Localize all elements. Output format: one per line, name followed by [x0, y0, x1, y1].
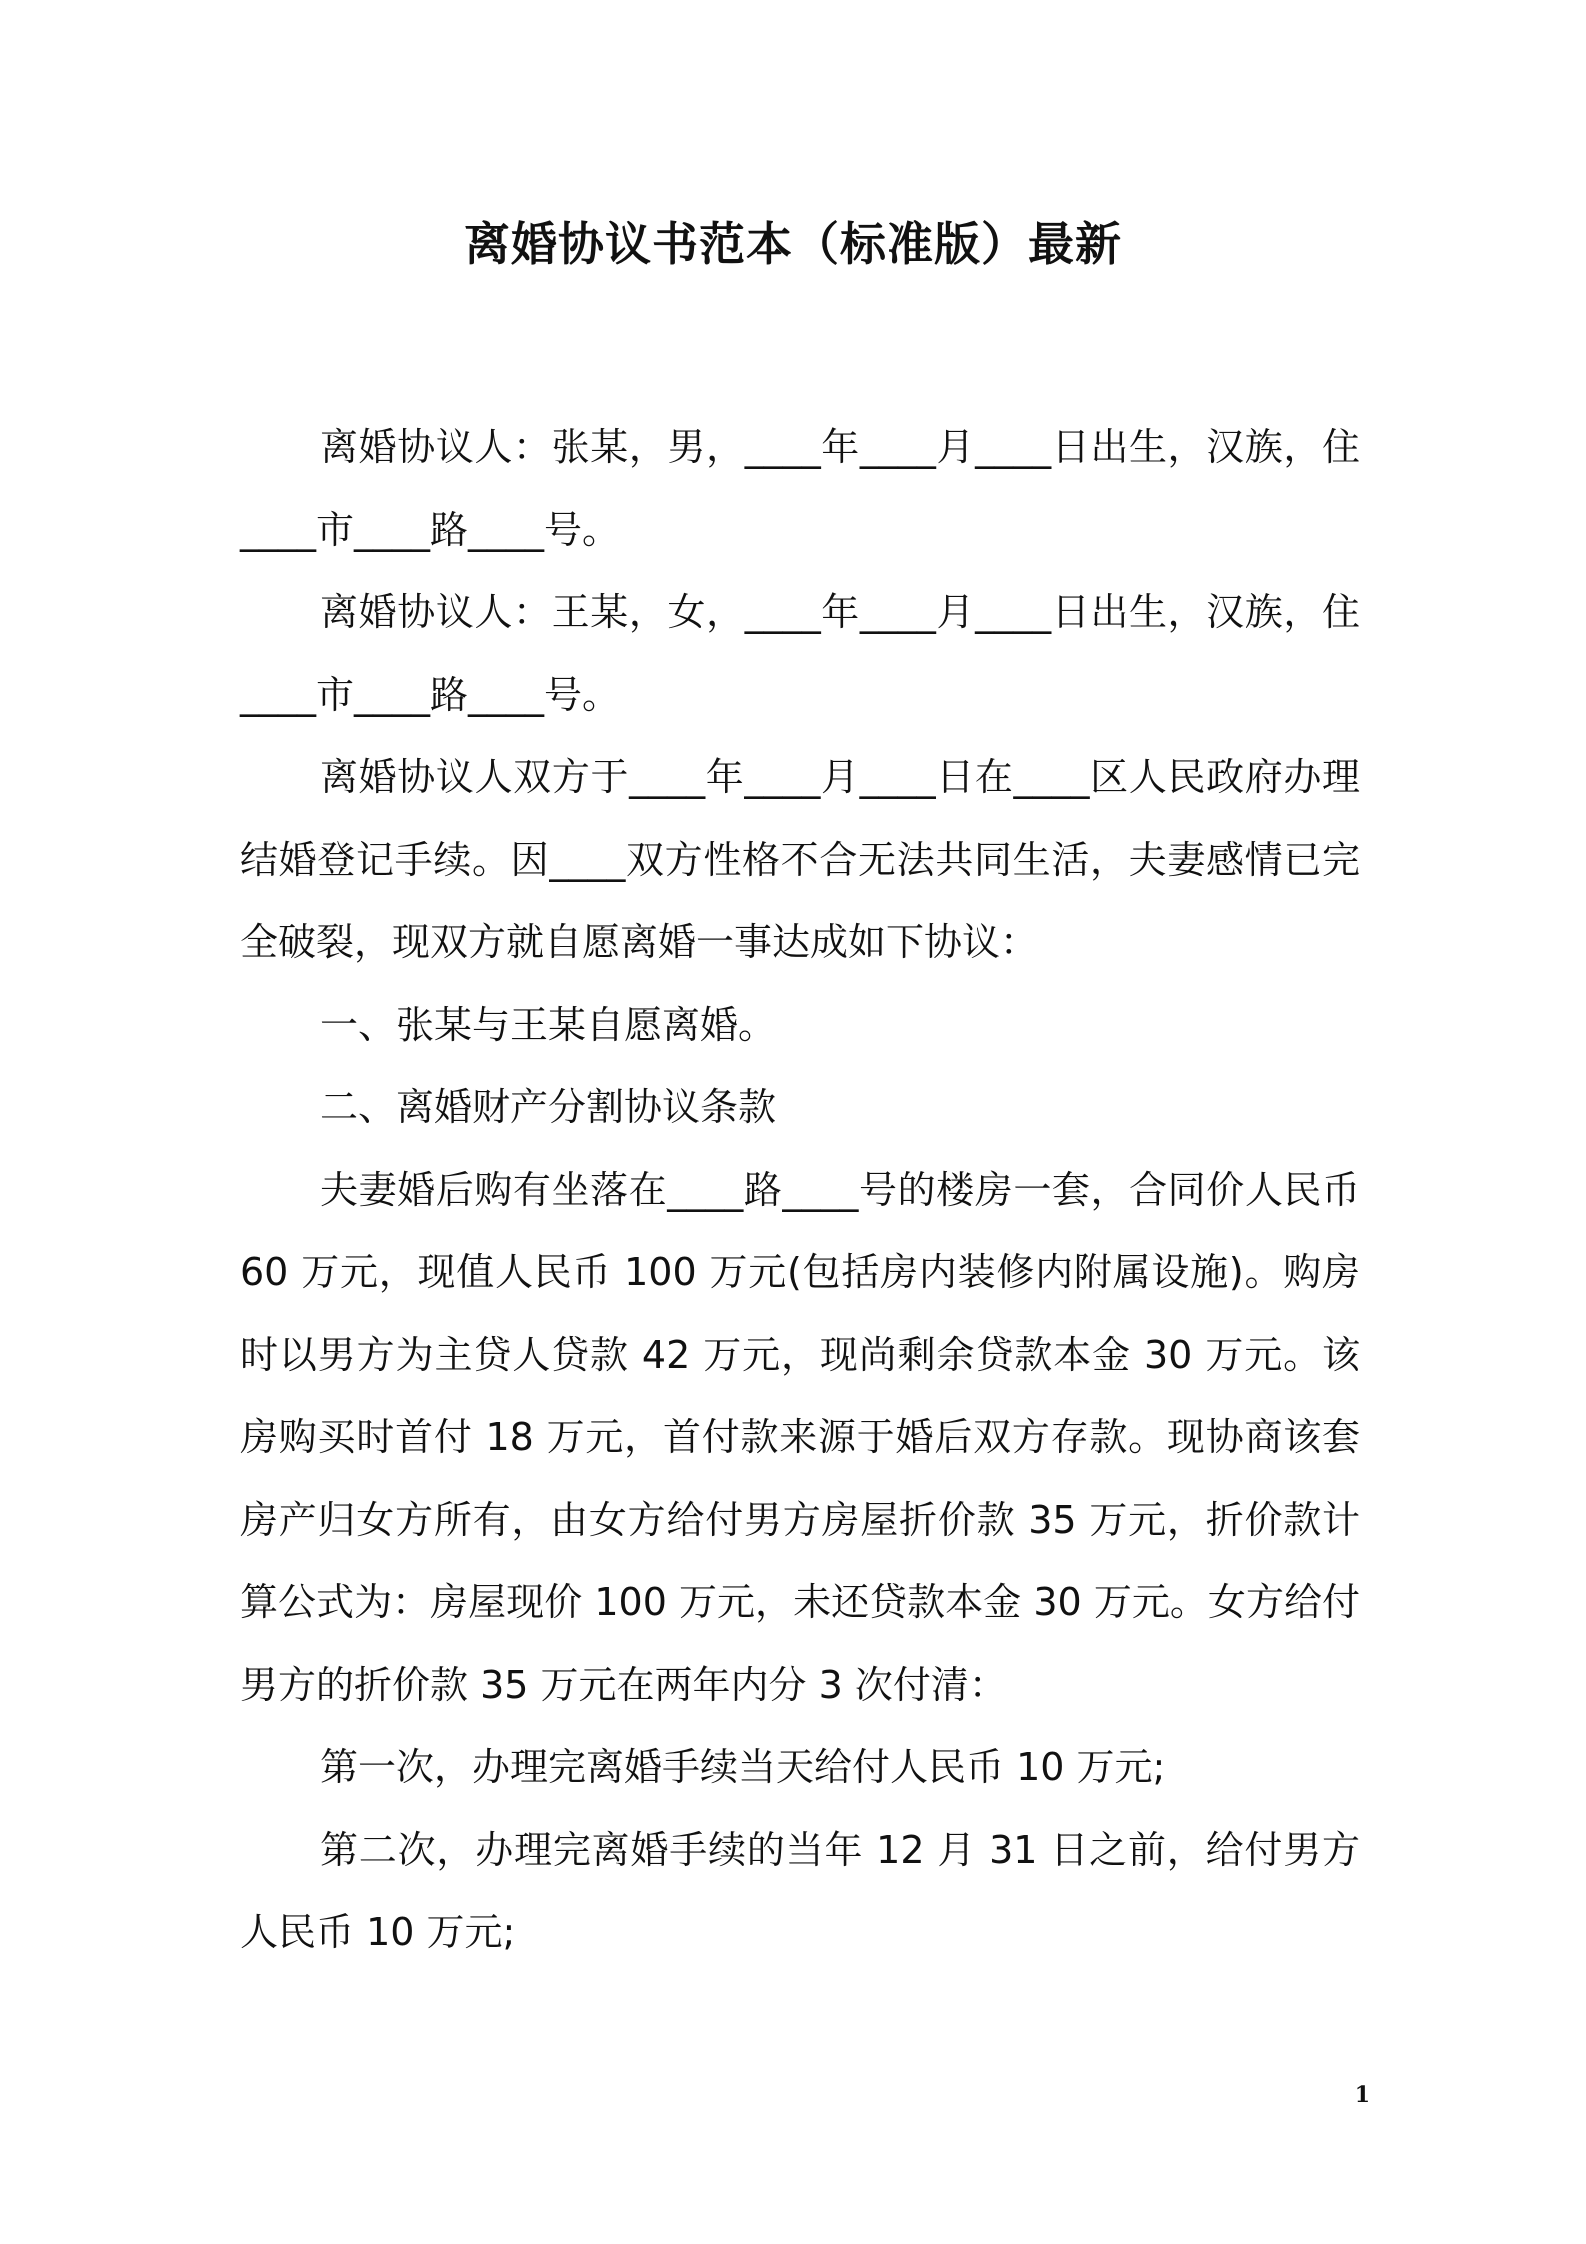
paragraph-payment-first: 第一次，办理完离婚手续当天给付人民币 10 万元;: [320, 1745, 1166, 1789]
document-body: [240, 406, 1373, 1974]
paragraph-property-details: 夫妻婚后购有坐落在____路____号的楼房一套，合同价人民币 60 万元，现值人民币 100 万元(包括房内装修内附属设施)。购房时以男方为主贷人贷款 42 万元，现尚剩余贷款本金 30 万元。该房购买时首付 18 万元，首付款来源于婚后双方存款。现协商该套房产归女方所有，由女方给付男方房屋折价款 35 万元，折价款计算公式为：房屋现价 100 万元，未还贷款本金 30 万元。女方给付男方的折价款 35 万元在两年内分 3 次付清：: [240, 1167, 1373, 1707]
paragraph-marriage-registration: 离婚协议人双方于____年____月____日在____区人民政府办理结婚登记手续。因____双方性格不合无法共同生活，夫妻感情已完全破裂，现双方就自愿离婚一事达成如下协议：: [240, 755, 1360, 964]
paragraph-payment-second: 第二次，办理完离婚手续的当年 12 月 31 日之前，给付男方人民币 10 万元;: [240, 1827, 1360, 1954]
document-title: 离婚协议书范本（标准版）最新: [464, 217, 1122, 271]
clause-property-heading: 二、离婚财产分割协议条款: [320, 1085, 777, 1129]
page-number: 1: [1354, 2082, 1370, 2108]
paragraph-party-male: 离婚协议人：张某，男，____年____月____日出生，汉族，住____市____路____号。: [240, 425, 1360, 552]
clause-divorce: 一、张某与王某自愿离婚。: [320, 1002, 777, 1047]
paragraph-party-female: 离婚协议人：王某，女，____年____月____日出生，汉族，住____市____路____号。: [240, 590, 1360, 717]
